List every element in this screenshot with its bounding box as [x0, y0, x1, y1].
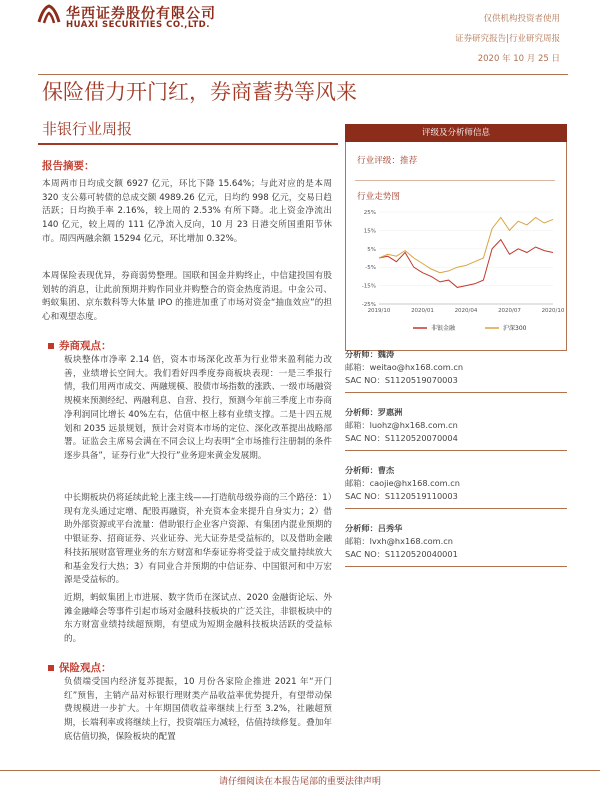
page-title: 保险借力开门红，券商蓄势等风来: [42, 80, 357, 104]
broker-paragraph-2: 中长期板块仍将延续此轮上涨主线——打造航母级券商的三个路径：1）现有龙头通过定增、配股再融资，补充资本金来提升自身实力；2）借助外部资源或平台流量：借助银行企业客户资源、有集团内混业预期的中银证券、招商证券、兴业证券、光大证券是受益标的，以及借助金融科技拓展财富管理业务的东方财富和华泰证券将受益于成交量持续放大和基金发行大热；3）有同业合并预期的中信证券、中国银河和中万宏源是受益标的。: [64, 493, 332, 586]
audience-tag: 仅供机构投资者使用: [483, 14, 560, 24]
broker-heading-text: 券商观点：: [59, 340, 112, 352]
industry-rating: 行业评级：推荐: [357, 156, 418, 166]
analyst-email[interactable]: 邮箱：lvxh@hx168.com.cn: [345, 536, 453, 546]
analyst-sac-number: SAC NO：S1120519070003: [345, 375, 458, 385]
header-divider: [38, 74, 568, 75]
analyst-card: [345, 406, 567, 451]
insurance-heading-text: 保险观点：: [59, 662, 112, 674]
analyst-email[interactable]: 邮箱：luohz@hx168.com.cn: [345, 420, 458, 430]
broker-paragraph-1: 板块整体市净率 2.14 倍，资本市场深化改革为行业带来盈利能力改善，业绩增长空间大。我们看好四季度券商板块表现：一是三季报行情，我们用两市成交、两融规模、股债市场指数的涨跌、一级市场融资规模来预测经纪、两融利息、自营、投行，预测今年前三季度上市券商净利润同比增长 40%左右，估值中枢上移有业绩支撑。二是十四五规划和 2035 远景规划，预计会对资本市场的定位、深化改革提出战略部署。证监会主席易会满在不同会议上均表明“全市场推行注册制的条件逐步具备”，证券行业“大投行”业务迎来黄金发展期。: [64, 355, 332, 461]
analyst-sac-number: SAC NO：S1120520040001: [345, 549, 458, 559]
broker-paragraph-3: 近期，蚂蚁集团上市进展、数字货币在深试点、2020 金融街论坛、外滩金融峰会等事件引起市场对金融科技板块的广泛关注，非银板块中的东方财富业绩持续超预期，有望成为短期金融科技板块活跃的受益标的。: [64, 593, 332, 645]
analyst-divider: [345, 566, 567, 567]
summary-paragraph-1: 本周两市日均成交额 6927 亿元，环比下降 15.64%；与此对应的是本周 320 支公募可转债的总成交额 4989.26 亿元，日均约 998 亿元，交易日趋活跃；日均换手率 2.16%，较上周的 2.53% 有所下降。北上资金净流出 140 亿元，较上周的 111 亿净流入反向，10 月 23 日港交所国重阳节休市。周四两融余额 15294 亿元，环比增加 0.32%。: [42, 179, 332, 244]
analyst-name: 分析师：曹杰: [345, 465, 395, 475]
analyst-name: 分析师：吕秀华: [345, 523, 403, 533]
bullet-icon: [48, 665, 54, 671]
analyst-divider: [345, 508, 567, 509]
legend-label: 沪深300: [503, 325, 527, 332]
legend-label: 非银金融: [431, 325, 456, 332]
broker-heading: [48, 338, 112, 353]
y-tick-label: 5%: [367, 246, 376, 253]
report-date: 2020 年 10 月 25 日: [477, 54, 560, 64]
insurance-paragraph-1: 负债端受国内经济复苏提振，10 月份各家险企推进 2021 年“开门红”预售，主销产品对标银行理财类产品收益率优势提升，有望带动保费规模进一步扩大。十年期国债收益率继续上行至 3.2%，社融超预期，长端利率或将继续上行，投资端压力减轻，估值持续修复。叠加年底估值切换，保险板块的配置: [64, 677, 332, 742]
analyst-name: 分析师：罗惠洲: [345, 407, 403, 417]
y-tick-label: -25%: [361, 302, 376, 308]
rating-divider: [355, 180, 555, 181]
analyst-card: [345, 522, 567, 567]
analyst-divider: [345, 450, 567, 451]
analyst-name: 分析师：魏涛: [345, 349, 395, 359]
series-line-csi300: [379, 218, 553, 273]
page-subtitle: 非银行业周报: [42, 120, 133, 138]
bullet-icon: [48, 343, 54, 349]
summary-heading: 报告摘要：: [42, 160, 95, 172]
analyst-divider: [345, 392, 567, 393]
trend-chart-title: 行业走势图: [357, 192, 400, 202]
series-line-nonbank: [379, 240, 553, 288]
x-tick-label: 2020/01: [411, 308, 434, 314]
company-name-cn: 华西证券股份有限公司: [66, 6, 216, 22]
x-tick-label: 2020/10: [541, 308, 565, 314]
legal-notice: 请仔细阅读在本报告尾部的重要法律声明: [218, 777, 381, 787]
x-tick-label: 2020/07: [498, 308, 521, 314]
x-tick-label: 2020/04: [454, 308, 478, 314]
insurance-heading: [48, 660, 112, 675]
y-tick-label: 15%: [363, 228, 376, 235]
analyst-sac-number: SAC NO：S1120520070004: [345, 433, 458, 443]
analyst-sac-number: SAC NO：S1120519110003: [345, 491, 458, 501]
footer-divider: [0, 770, 600, 771]
x-tick-label: 2019/10: [367, 308, 391, 314]
y-tick-label: -15%: [361, 283, 376, 290]
company-name-en: HUAXI SECURITIES CO.,LTD.: [66, 20, 210, 30]
company-logo-icon: [37, 4, 61, 26]
subtitle-divider: [38, 143, 338, 145]
analyst-card: [345, 464, 567, 509]
analyst-email[interactable]: 邮箱：caojie@hx168.com.cn: [345, 478, 460, 488]
y-tick-label: -5%: [365, 265, 376, 272]
rating-panel-header: 评级及分析师信息: [345, 124, 567, 142]
report-type-tag: 证券研究报告|行业研究周报: [455, 34, 560, 44]
analyst-email[interactable]: 邮箱：weitao@hx168.com.cn: [345, 362, 464, 372]
summary-paragraph-2: 本周保险表现优异，券商弱势整理。国联和国金并购终止，中信建投国有股划转的消息，让此前预期并购作同业并购整合的资金热度消退。中金公司、蚂蚁集团、京东数科等大体量 IPO 的推进加重了市场对资金“抽血效应”的担心和观望态度。: [42, 271, 332, 323]
trend-chart: [353, 208, 565, 338]
y-tick-label: 25%: [363, 210, 376, 216]
analyst-card: [345, 348, 567, 393]
